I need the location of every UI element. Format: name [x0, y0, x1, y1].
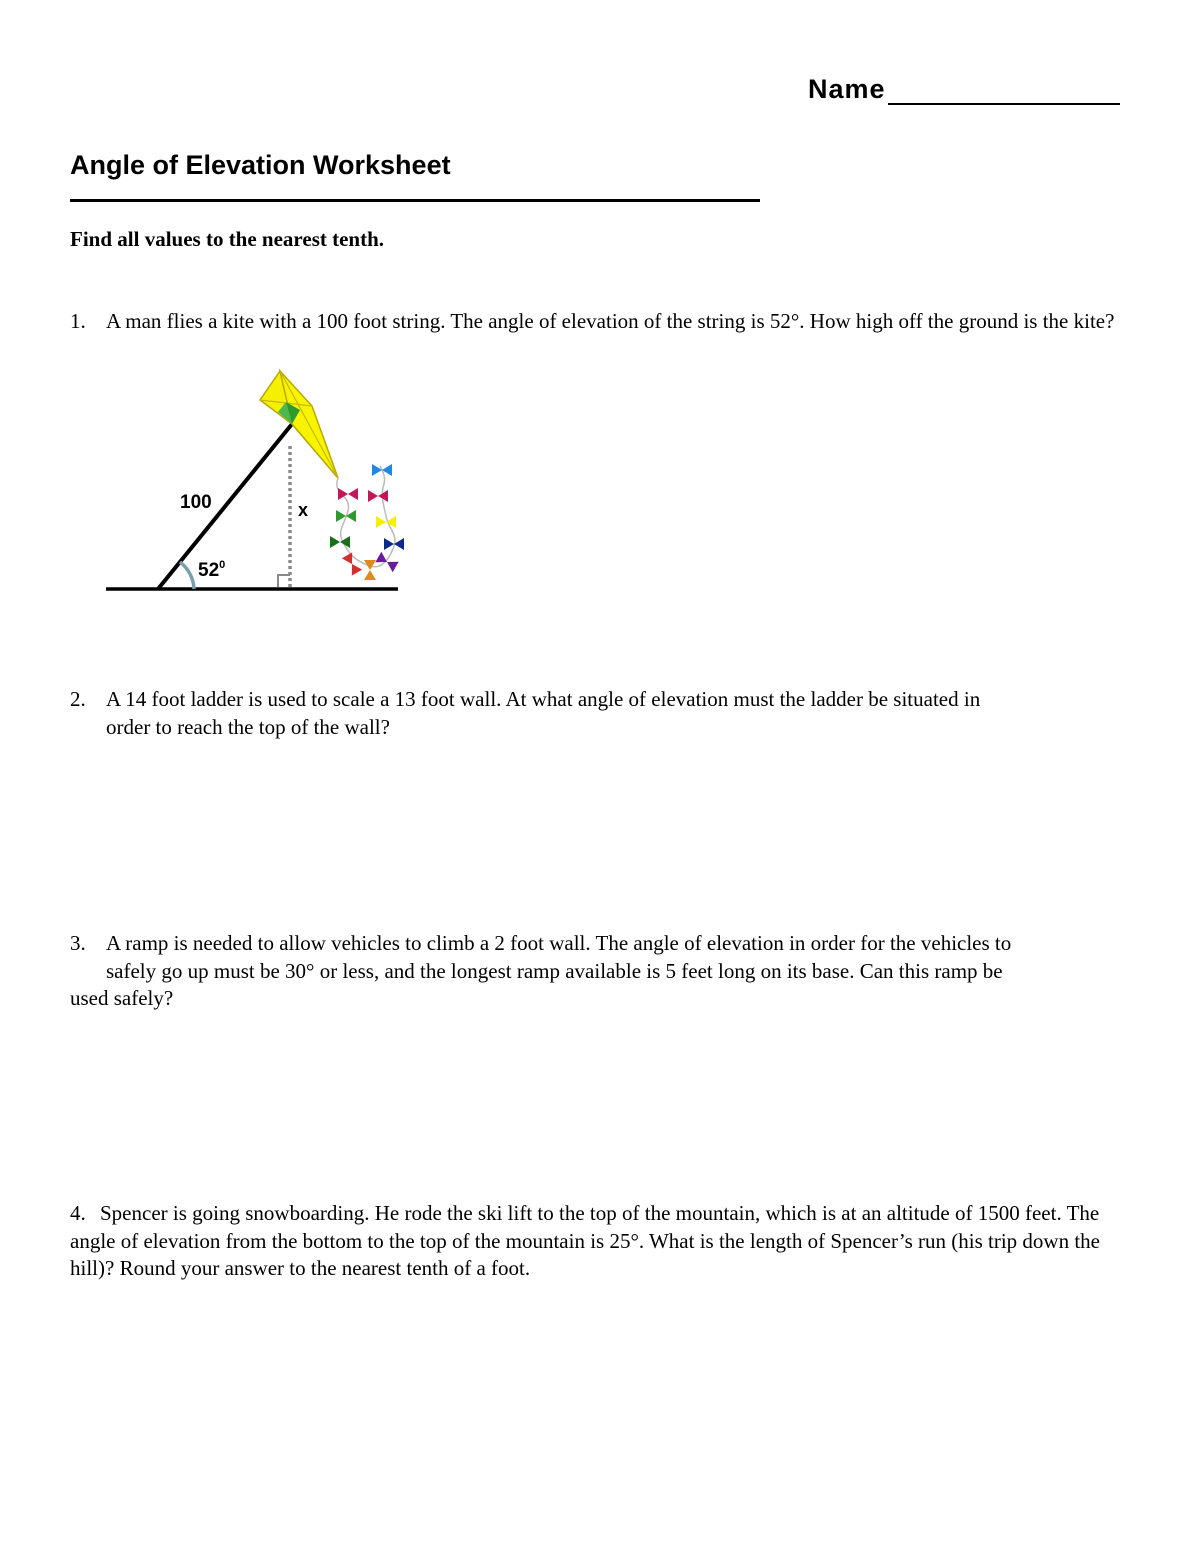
problem-text: A man flies a kite with a 100 foot string. The angle of elevation of the string is 52°. How high off the ground is the kite? — [106, 309, 1115, 333]
problem-number: 2. — [70, 687, 86, 711]
problem-text-line-2: safely go up must be 30° or less, and the longest ramp available is 5 feet long on its base. Can this ramp be — [106, 958, 1003, 983]
kite-tail-icon — [330, 464, 404, 580]
angle-label — [198, 559, 225, 581]
instructions: Find all values to the nearest tenth. — [70, 227, 385, 251]
worksheet-title: Angle of Elevation Worksheet — [70, 150, 451, 180]
problem-4 — [70, 1200, 1130, 1283]
name-label: Name — [808, 74, 886, 104]
problem-text-line-1: A 14 foot ladder is used to scale a 13 foot wall. At what angle of elevation must the ladder be situated in — [106, 687, 981, 711]
problem-text-line-3: used safely? — [70, 986, 174, 1010]
problem-text-line-1: A ramp is needed to allow vehicles to climb a 2 foot wall. The angle of elevation in order for the vehicles to — [106, 931, 1012, 955]
problem-number: 1. — [70, 309, 86, 333]
height-label: x — [298, 500, 309, 520]
problem-1 — [70, 308, 1130, 336]
problem-text-line-2: order to reach the top of the wall? — [106, 714, 390, 739]
title-underline — [70, 199, 760, 202]
kite-icon — [260, 371, 338, 478]
problem-text: Spencer is going snowboarding. He rode the ski lift to the top of the mountain, which is at an altitude of 1500 feet. The angle of elevation from the bottom to the top of the mountain is 25°. What is the length of Spencer’s run (his trip down the hill)? Round your answer to the nearest tenth of a foot. — [70, 1201, 1101, 1280]
problem-2 — [70, 686, 1130, 741]
angle-degree-mark: 0 — [219, 559, 226, 571]
problem-number: 3. — [70, 931, 86, 955]
right-angle-marker — [278, 575, 290, 587]
problem-3 — [70, 930, 1130, 1013]
hypotenuse-label: 100 — [180, 492, 212, 513]
name-blank-line — [888, 76, 1120, 105]
angle-value: 52 — [198, 560, 220, 581]
angle-arc — [180, 562, 194, 589]
kite-diagram — [100, 366, 410, 602]
problem-number: 4. — [70, 1201, 86, 1225]
name-field — [808, 74, 1120, 105]
